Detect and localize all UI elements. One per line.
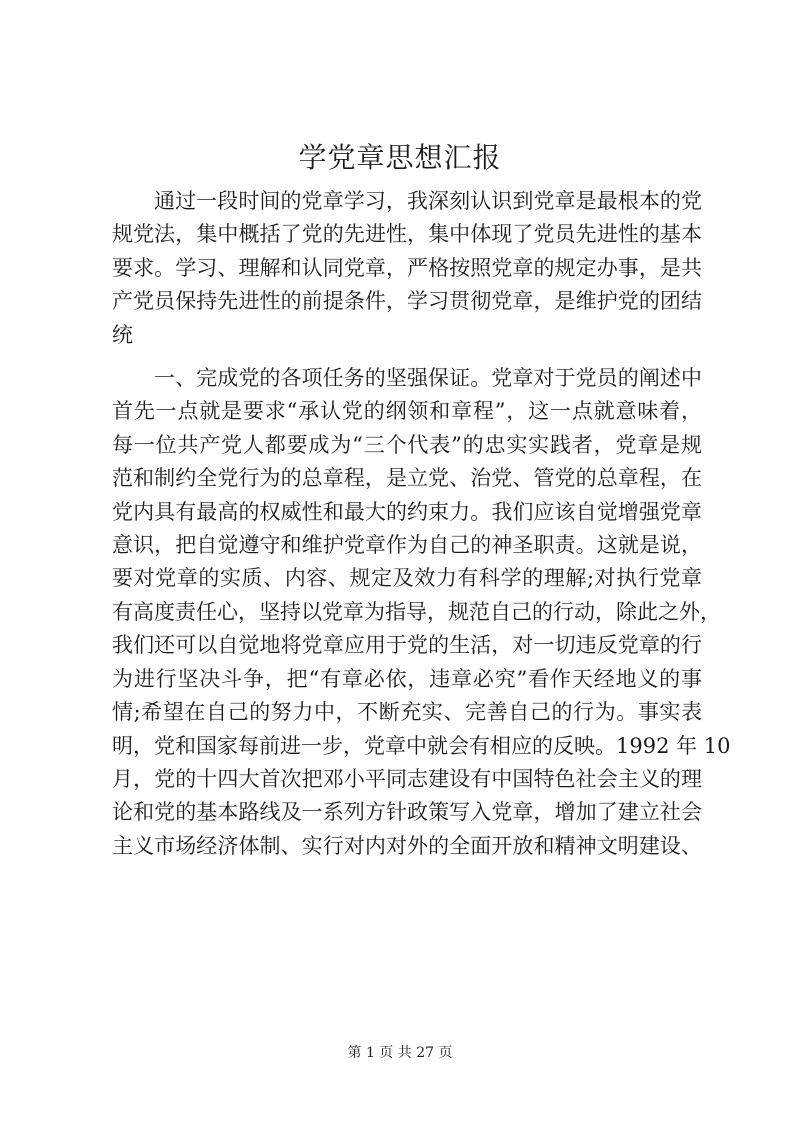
text-line: 统: [112, 322, 133, 347]
text-line: 我们还可以自觉地将党章应用于党的生活，对一切违反党章的行: [112, 633, 702, 658]
text-line: 产党员保持先进性的前提条件，学习贯彻党章，是维护党的团结: [112, 289, 702, 314]
text-line: 论和党的基本路线及一系列方针政策写入党章，增加了建立社会: [112, 800, 702, 825]
text-line: 有高度责任心，坚持以党章为指导，规范自己的行动，除此之外，: [112, 599, 721, 624]
text-line: 情;希望在自己的努力中，不断充实、完善自己的行为。事实表: [112, 700, 702, 725]
text-line: 通过一段时间的党章学习，我深刻认识到党章是最根本的党: [154, 189, 702, 213]
text-line: 规党法，集中概括了党的先进性，集中体现了党员先进性的基本: [112, 222, 702, 247]
text-line: 每一位共产党人都要成为“三个代表”的忠实实践者，党章是规: [112, 432, 702, 457]
text-line: 首先一点就是要求“承认党的纲领和章程”，这一点就意味着，: [112, 399, 702, 424]
text-line: 意识，把自觉遵守和维护党章作为自己的神圣职责。这就是说，: [112, 533, 702, 558]
paragraph-1: [112, 185, 702, 352]
text-line: 为进行坚决斗争，把“有章必依，违章必究”看作天经地义的事: [112, 666, 702, 691]
text-line: 范和制约全党行为的总章程，是立党、治党、管党的总章程，在: [112, 466, 702, 491]
text-line: 一、完成党的各项任务的坚强保证。党章对于党员的阐述中: [154, 366, 702, 391]
text-line: 党内具有最高的权威性和最大的约束力。我们应该自觉增强党章: [112, 499, 702, 524]
text-line: 主义市场经济体制、实行对内对外的全面开放和精神文明建设、: [112, 833, 702, 858]
text-line: 月，党的十四大首次把邓小平同志建设有中国特色社会主义的理: [112, 766, 702, 791]
text-line: 要求。学习、理解和认同党章，严格按照党章的规定办事，是共: [112, 255, 702, 280]
page-footer: 第 1 页 共 27 页: [347, 1045, 453, 1061]
text-line: 明，党和国家每前进一步，党章中就会有相应的反映。1992 年 10: [112, 733, 731, 758]
paragraph-2: [112, 362, 731, 863]
document-title: 学党章思想汇报: [298, 141, 502, 174]
text-line: 要对党章的实质、内容、规定及效力有科学的理解;对执行党章: [112, 566, 702, 591]
document-body: [112, 185, 731, 863]
